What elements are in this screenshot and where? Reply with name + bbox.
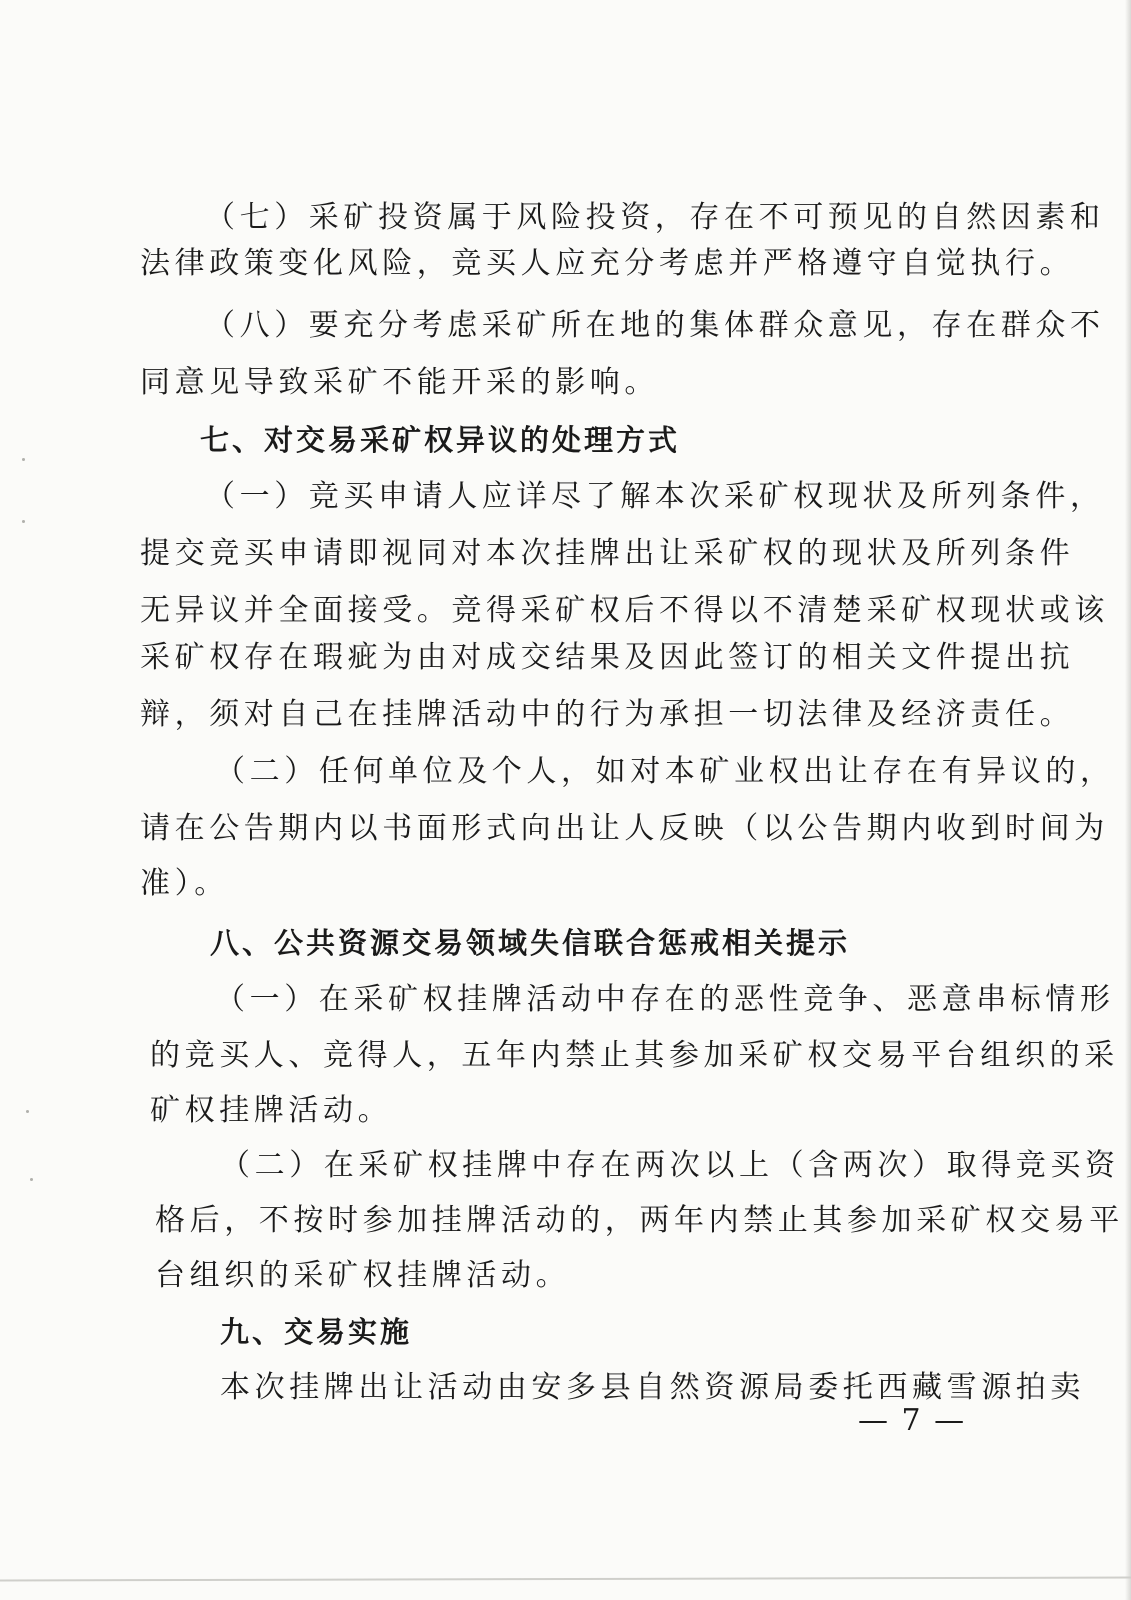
scan-speck: [22, 520, 25, 523]
paragraph-line: 辩，须对自己在挂牌活动中的行为承担一切法律及经济责任。: [140, 697, 1075, 732]
paragraph-line: 请在公告期内以书面形式向出让人反映（以公告期内收到时间为: [140, 811, 1109, 846]
paragraph-line: 矿权挂牌活动。: [150, 1093, 393, 1128]
paragraph-line: （一）在采矿权挂牌活动中存在的恶性竞争、恶意串标情形: [215, 982, 1115, 1017]
paragraph-line: （二）在采矿权挂牌中存在两次以上（含两次）取得竞买资: [220, 1148, 1120, 1183]
paragraph-line: （八）要充分考虑采矿所在地的集体群众意见，存在群众不: [205, 308, 1105, 343]
paragraph-line: 的竞买人、竞得人，五年内禁止其参加采矿权交易平台组织的采: [150, 1038, 1119, 1073]
section-heading: 九、交易实施: [220, 1315, 413, 1349]
paragraph-line: 格后，不按时参加挂牌活动的，两年内禁止其参加采矿权交易平: [155, 1203, 1124, 1238]
page-edge-shadow: [1125, 0, 1131, 1600]
scan-speck: [30, 1178, 33, 1181]
paragraph-line: 提交竞买申请即视同对本次挂牌出让采矿权的现状及所列条件: [140, 536, 1075, 571]
page-number: — 7 —: [858, 1403, 967, 1438]
paragraph-line: （一）竞买申请人应详尽了解本次采矿权现状及所列条件，: [205, 479, 1105, 514]
paragraph-line: 准）。: [140, 866, 229, 901]
paragraph-line: 同意见导致采矿不能开采的影响。: [140, 365, 659, 400]
section-heading: 八、公共资源交易领域失信联合惩戒相关提示: [210, 926, 851, 960]
paragraph-line: 无异议并全面接受。竞得采矿权后不得以不清楚采矿权现状或该: [140, 593, 1109, 628]
scan-speck: [26, 1110, 29, 1113]
scan-bottom-edge: [0, 1577, 1131, 1582]
section-heading: 七、对交易采矿权异议的处理方式: [200, 423, 681, 457]
paragraph-line: 法律政策变化风险，竞买人应充分考虑并严格遵守自觉执行。: [140, 246, 1075, 281]
scan-speck: [22, 458, 25, 461]
paragraph-line: 台组织的采矿权挂牌活动。: [155, 1258, 571, 1293]
paragraph-line: （七）采矿投资属于风险投资，存在不可预见的自然因素和: [205, 200, 1105, 235]
paragraph-line: （二）任何单位及个人，如对本矿业权出让存在有异议的，: [215, 754, 1115, 789]
paragraph-line: 采矿权存在瑕疵为由对成交结果及因此签订的相关文件提出抗: [140, 640, 1075, 675]
paragraph-line: 本次挂牌出让活动由安多县自然资源局委托西藏雪源拍卖: [220, 1370, 1085, 1405]
